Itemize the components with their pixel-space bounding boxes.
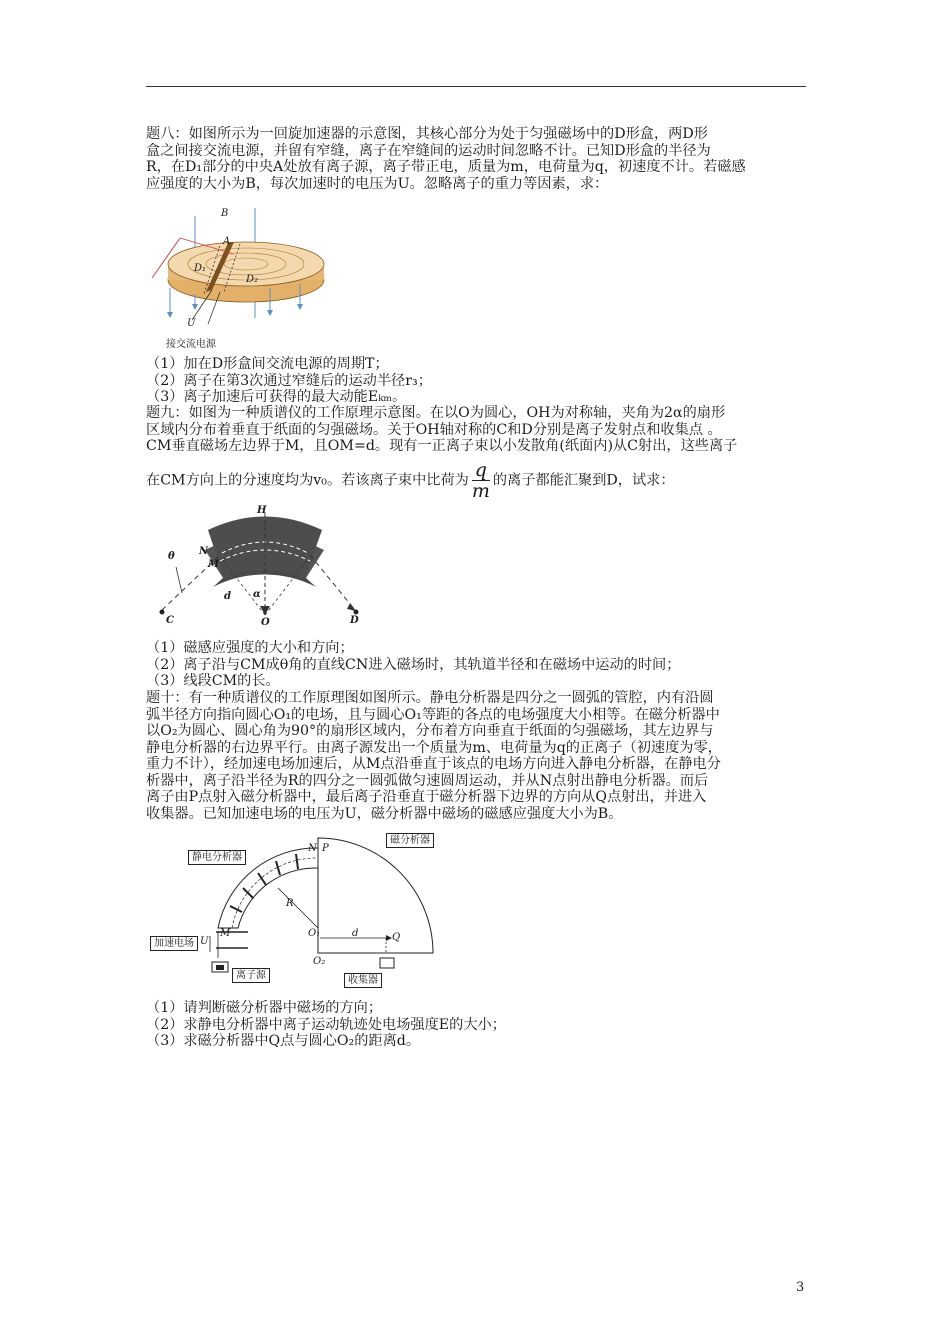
q10-line: 静电分析器的右边界平行。由离子源发出一个质量为m、电荷量为q的正离子（初速度为零， xyxy=(146,739,722,756)
q9-line: 区域内分布着垂直于纸面的匀强磁场。关于OH轴对称的C和D分别是离子发射点和收集点 。 xyxy=(146,421,722,438)
q9-question: （3）线段CM的长。 xyxy=(146,673,280,689)
ac-source-caption: 接交流电源 xyxy=(166,339,216,350)
q10-text xyxy=(146,690,810,822)
electrostatic-analyzer-label: 静电分析器 xyxy=(188,850,246,865)
theta-label: θ xyxy=(168,551,175,562)
accel-field-label: 加速电场 xyxy=(150,936,198,951)
q10-line: 析器中，离子沿半径为R的四分之一圆弧做匀速圆周运动，并从N点射出静电分析器。而后 xyxy=(146,772,709,789)
header-rule xyxy=(146,86,806,87)
q9-line4-post: 的离子都能汇聚到D，试求： xyxy=(492,472,675,489)
q9-line: CM垂直磁场左边界于M，且OM=d。现有一正离子束以小发散角(纸面内)从C射出，这些离子 xyxy=(146,438,738,454)
ion-source-label: 离子源 xyxy=(232,968,270,983)
distance-d-label: d xyxy=(352,928,359,939)
point-q-label: Q xyxy=(392,932,401,943)
q8-question: （1）加在D形盒间交流电源的周期T； xyxy=(146,356,389,372)
field-b-label: B xyxy=(221,208,229,219)
sector-diagram xyxy=(150,505,380,635)
page-number: 3 xyxy=(796,1280,805,1295)
center-o2-label: O₂ xyxy=(313,956,326,967)
voltage-u-label: U xyxy=(200,936,209,947)
q9-questions xyxy=(146,640,810,690)
q10-line: 重力不计），经加速电场加速后，从M点沿垂直于该点的电场方向进入静电分析器，在静电分 xyxy=(146,756,721,772)
q10-line: 离子由P点射入磁分析器中，最后离子沿垂直于磁分析器下边界的方向从Q点射出，并进入 xyxy=(146,789,707,805)
point-o-label: O xyxy=(261,617,270,628)
point-m-label: M xyxy=(220,928,231,939)
q8-line: 盒之间接交流电源，并留有窄缝，离子在窄缝间的运动时间忽略不计。已知D形盒的半径为 xyxy=(146,142,711,159)
q8-questions xyxy=(146,356,810,406)
voltage-u-label: U xyxy=(187,318,196,329)
q10-questions xyxy=(146,1000,810,1050)
q10-line: 弧半径方向指向圆心O₁的电场，且与圆心O₁等距的各点的电场强度大小相等。在磁分析器中 xyxy=(146,706,720,723)
d1-label: D₁ xyxy=(194,263,207,274)
fraction-numerator: q xyxy=(472,460,490,481)
cyclotron-figure xyxy=(150,208,340,358)
q8-line: 题八：如图所示为一回旋加速器的示意图，其核心部分为处于匀强磁场中的D形盒，两D形 xyxy=(146,126,708,142)
alpha-label: α xyxy=(253,589,261,600)
q9-line: 题九：如图为一种质谱仪的工作原理示意图。在以O为圆心，OH为对称轴，夹角为2α的扇形 xyxy=(146,405,726,421)
q8-question: （3）离子加速后可获得的最大动能Eₖₘ。 xyxy=(146,389,407,405)
charge-mass-fraction xyxy=(472,460,490,501)
q10-line: 题十：有一种质谱仪的工作原理图如图所示。静电分析器是四分之一圆弧的管腔，内有沿圆 xyxy=(146,690,714,706)
q9-line4-pre: 在CM方向上的分速度均为v₀。若该离子束中比荷为 xyxy=(146,472,469,489)
q8-question: （2）离子在第3次通过窄缝后的运动半径r₃； xyxy=(146,372,432,389)
point-p-label: P xyxy=(322,843,329,854)
point-h-label: H xyxy=(257,505,267,516)
point-n-label: N xyxy=(308,843,317,854)
magnetic-analyzer-label: 磁分析器 xyxy=(386,833,434,848)
point-d-label: D xyxy=(350,615,359,626)
q10-question: （3）求磁分析器中Q点与圆心O₂的距离d。 xyxy=(146,1033,421,1049)
q9-question: （1）磁感应强度的大小和方向； xyxy=(146,640,354,656)
d2-label: D₂ xyxy=(246,274,259,285)
fraction-denominator: m xyxy=(471,480,490,502)
center-o1-label: O₁ xyxy=(308,928,321,939)
point-n-label: N xyxy=(199,546,209,557)
q10-line: 以O₂为圆心、圆心角为90°的扇形区域内，分布着方向垂直于纸面的匀强磁场，其左边界与 xyxy=(146,723,714,739)
spectrometer-analyzer-figure xyxy=(148,828,443,988)
q9-question: （2）离子沿与CM成θ角的直线CN进入磁场时，其轨道半径和在磁场中运动的时间； xyxy=(146,656,681,673)
q9-line4 xyxy=(146,460,810,501)
mass-spectrometer-figure xyxy=(150,505,380,635)
q8-text xyxy=(146,126,810,192)
collector-label: 收集器 xyxy=(344,973,382,988)
distance-d-label: d xyxy=(224,591,231,602)
radius-r-label: R xyxy=(286,898,294,909)
q8-line: R，在D₁部分的中央A处放有离子源，离子带正电，质量为m，电荷量为q，初速度不计。若磁感 xyxy=(146,159,746,175)
q10-question: （2）求静电分析器中离子运动轨迹处电场强度E的大小； xyxy=(146,1016,506,1033)
q9-text xyxy=(146,405,810,455)
q10-line: 收集器。已知加速电场的电压为U，磁分析器中磁场的磁感应强度大小为B。 xyxy=(146,805,623,822)
q8-line: 应强度的大小为B，每次加速时的电压为U。忽略离子的重力等因素，求： xyxy=(146,175,609,192)
point-m-label: M xyxy=(208,559,220,570)
point-a-label: A xyxy=(223,236,231,247)
point-c-label: C xyxy=(166,615,174,626)
q10-question: （1）请判断磁分析器中磁场的方向； xyxy=(146,1000,383,1016)
